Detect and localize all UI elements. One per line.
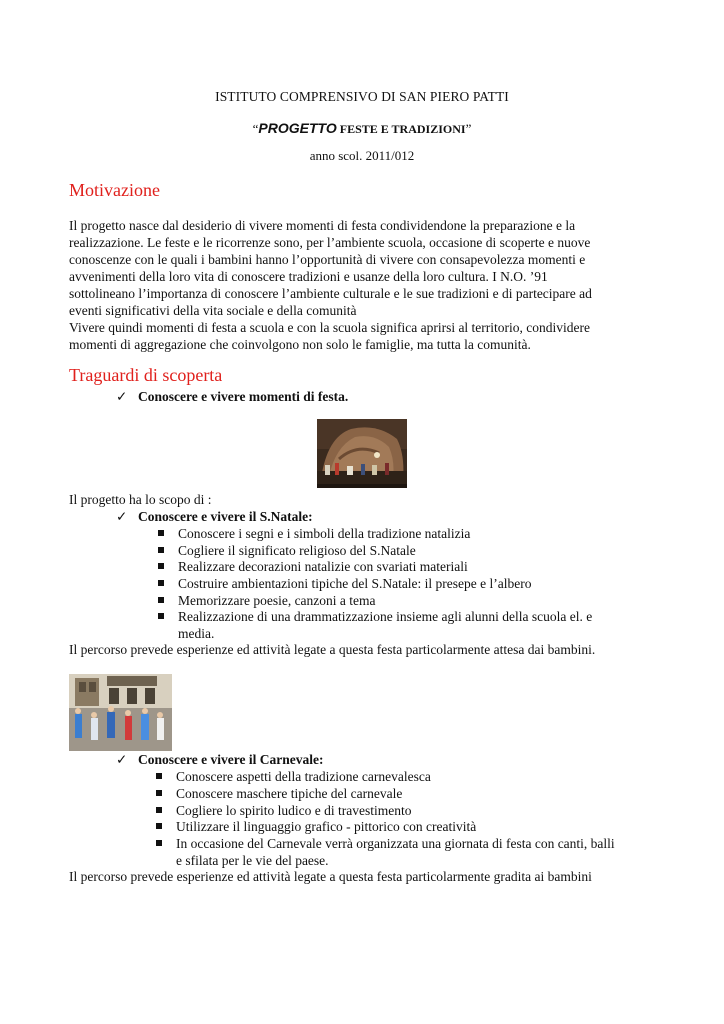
bullet-square-icon xyxy=(158,563,164,569)
list-item: Conoscere maschere tipiche del carnevale xyxy=(156,785,402,802)
checklist-label: Conoscere e vivere il Carnevale: xyxy=(138,752,324,767)
list-item: Cogliere il significato religioso del S.Natale xyxy=(158,542,416,559)
bullet-square-icon xyxy=(156,773,162,779)
paragraph-line: momenti di aggregazione che coinvolgono non solo le famiglie, ma tutta la comunità. xyxy=(69,337,531,352)
natale-summary: Il percorso prevede esperienze ed attività legate a questa festa particolarmente attesa dai bambini. xyxy=(69,642,596,657)
list-item: Costruire ambientazioni tipiche del S.Natale: il presepe e l’albero xyxy=(158,575,532,592)
list-item: Realizzazione di una drammatizzazione insieme agli alunni della scuola el. e media. xyxy=(158,608,592,642)
motivazione-paragraph xyxy=(69,217,659,353)
checklist-item-natale xyxy=(116,509,313,525)
project-word: PROGETTO xyxy=(258,120,337,136)
checklist-label: Conoscere e vivere il S.Natale: xyxy=(138,509,313,524)
list-item: Utilizzare il linguaggio grafico - pittorico con creatività xyxy=(156,818,476,835)
project-name: FESTE E TRADIZIONI xyxy=(336,122,466,136)
carnevale-summary: Il percorso prevede esperienze ed attività legate a questa festa particolarmente gradita ai bambini xyxy=(69,869,592,884)
school-year: anno scol. 2011/012 xyxy=(309,148,415,163)
list-item: Memorizzare poesie, canzoni a tema xyxy=(158,592,376,609)
paragraph-line: avvenimenti della loro vita di conoscere tradizioni e usanze della loro cultura. I N.O. ’91 xyxy=(69,269,548,284)
paragraph-line: Il progetto nasce dal desiderio di vivere momenti di festa condividendone la preparazione e la xyxy=(69,218,576,233)
carnival-photo xyxy=(69,674,172,751)
bullet-square-icon xyxy=(158,530,164,536)
project-title xyxy=(0,120,724,137)
paragraph-line: conoscenze con le quali i bambini hanno l’opportunità di vivere con consapevolezza momenti e xyxy=(69,252,586,267)
checklist-item-festa xyxy=(116,389,348,405)
paragraph-line: eventi significativi della vita sociale e della comunità xyxy=(69,303,357,318)
checklist-item-carnevale xyxy=(116,752,323,768)
list-item: Cogliere lo spirito ludico e di travestimento xyxy=(156,802,411,819)
bullet-square-icon xyxy=(158,597,164,603)
paragraph-line: Vivere quindi momenti di festa a scuola e con la scuola significa aprirsi al territorio, condividere xyxy=(69,320,591,335)
bullet-square-icon xyxy=(156,790,162,796)
list-item: Realizzare decorazioni natalizie con svariati materiali xyxy=(158,558,468,575)
list-item: Conoscere i segni e i simboli della tradizione natalizia xyxy=(158,525,470,542)
heading-motivazione: Motivazione xyxy=(69,180,160,200)
bullet-square-icon xyxy=(156,840,162,846)
paragraph-line: realizzazione. Le feste e le ricorrenze sono, per l’ambiente scuola, occasione di scoperte e nuove xyxy=(69,235,591,250)
school-name: ISTITUTO COMPRENSIVO DI SAN PIERO PATTI xyxy=(215,89,509,104)
list-item: In occasione del Carnevale verrà organizzata una giornata di festa con canti, balli e sfilata per le vie del paese. xyxy=(156,835,615,869)
list-item: Conoscere aspetti della tradizione carnevalesca xyxy=(156,768,431,785)
bullet-square-icon xyxy=(158,580,164,586)
checkmark-icon: ✓ xyxy=(116,509,128,524)
bullet-square-icon xyxy=(156,807,162,813)
checklist-label: Conoscere e vivere momenti di festa. xyxy=(138,389,349,404)
nativity-scene-photo xyxy=(317,419,407,488)
bullet-square-icon xyxy=(158,547,164,553)
intro-text: Il progetto ha lo scopo di : xyxy=(69,492,212,507)
bullet-square-icon xyxy=(156,823,162,829)
paragraph-line: sottolineano l’importanza di conoscere l’ambiente culturale e le sue tradizioni e di partecipare ad xyxy=(69,286,592,301)
bullet-square-icon xyxy=(158,613,164,619)
checkmark-icon: ✓ xyxy=(116,389,128,404)
open-quote: “ xyxy=(252,121,259,136)
checkmark-icon: ✓ xyxy=(116,752,128,767)
close-quote: ” xyxy=(465,121,472,136)
heading-traguardi: Traguardi di scoperta xyxy=(69,365,223,385)
